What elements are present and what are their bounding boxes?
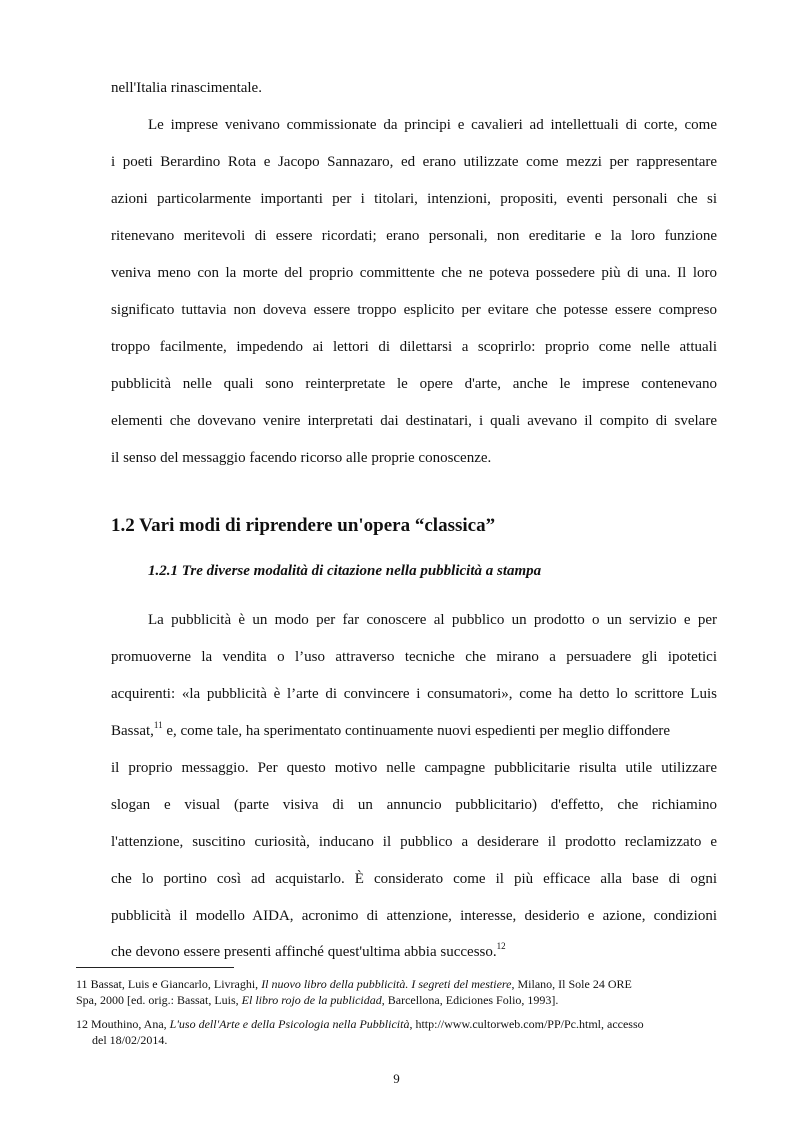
body-text-line: azioni particolarmente importanti per i titolari, intenzioni, propositi, eventi personali che si <box>111 191 717 207</box>
footnote-number: 11 <box>76 977 88 991</box>
footnote-text: , Barcellona, Ediciones Folio, 1993]. <box>381 993 559 1007</box>
footnote-author: Mouthino, Ana, <box>91 1017 167 1031</box>
footnote-authors: Bassat, Luis e Giancarlo, Livraghi, <box>90 977 259 991</box>
footnote-title: L'uso dell'Arte e della Psicologia nella Pubblicità <box>169 1017 410 1031</box>
subsection-heading: 1.2.1 Tre diverse modalità di citazione nella pubblicità a stampa <box>148 563 542 579</box>
body-text-line: il senso del messaggio facendo ricorso alle proprie conoscenze. <box>111 450 492 466</box>
footnote-separator <box>76 967 234 968</box>
body-text-line: Le imprese venivano commissionate da principi e cavalieri ad intellettuali di corte, come <box>148 117 717 133</box>
body-text-line: nell'Italia rinascimentale. <box>111 80 262 96</box>
body-text-line: i poeti Berardino Rota e Jacopo Sannazaro, ed erano utilizzate come mezzi per rappresentare <box>111 154 717 170</box>
body-text-fragment: che devono essere presenti affinché quest'ultima abbia successo. <box>111 944 497 960</box>
body-text-line: pubblicità nelle quali sono reinterpretate le opere d'arte, anche le imprese contenevano <box>111 376 717 392</box>
body-text-line: elementi che dovevano venire interpretati dai destinatari, i quali avevano il compito di svelare <box>111 413 717 429</box>
footnote-12 <box>76 1016 644 1032</box>
footnote-ref-12[interactable]: 12 <box>496 941 506 951</box>
footnote-text: Spa, 2000 [ed. orig.: Bassat, Luis, <box>76 993 239 1007</box>
body-text-line: troppo facilmente, impedendo ai lettori di dilettarsi a scoprirlo: proprio come nelle attuali <box>111 339 717 355</box>
footnote-text: , Milano, Il Sole 24 ORE <box>511 977 632 991</box>
page-number: 9 <box>393 1071 400 1086</box>
footnote-title: Il nuovo libro della pubblicità. I segreti del mestiere <box>261 977 512 991</box>
body-text-line <box>111 721 717 741</box>
footnote-11 <box>76 976 632 992</box>
body-text-line: slogan e visual (parte visiva di un annuncio pubblicitario) d'effetto, che richiamino <box>111 797 717 813</box>
body-text-line <box>111 942 717 962</box>
footnote-11-continuation <box>76 992 558 1008</box>
body-text-line: veniva meno con la morte del proprio committente che ne poteva possedere più di una. Il loro <box>111 265 717 281</box>
footnote-ref-11[interactable]: 11 <box>153 720 163 730</box>
body-text-line: promuoverne la vendita o l’uso attraverso tecniche che mirano a persuadere gli ipotetici <box>111 649 717 665</box>
body-text-line: che lo portino così ad acquistarlo. È considerato come il più efficace alla base di ogni <box>111 871 717 887</box>
footnote-12-continuation: del 18/02/2014. <box>92 1033 168 1047</box>
body-text-fragment: Bassat, <box>111 723 154 739</box>
body-text-line: ritenevano meritevoli di essere ricordati; erano personali, non ereditarie e la loro funzione <box>111 228 717 244</box>
body-text-line: significato tuttavia non doveva essere troppo esplicito per evitare che potesse essere compreso <box>111 302 717 318</box>
body-text-line: pubblicità il modello AIDA, acronimo di attenzione, interesse, desiderio e azione, condizioni <box>111 908 717 924</box>
footnote-number: 12 <box>76 1017 88 1031</box>
section-heading: 1.2 Vari modi di riprendere un'opera “classica” <box>111 515 496 536</box>
body-text-line: il proprio messaggio. Per questo motivo nelle campagne pubblicitarie risulta utile utilizzare <box>111 760 717 776</box>
footnote-title: El libro rojo de la publicidad <box>241 993 382 1007</box>
body-text-fragment: e, come tale, ha sperimentato continuamente nuovi espedienti per meglio diffondere <box>166 723 671 739</box>
body-text-line: acquirenti: «la pubblicità è l’arte di convincere i consumatori», come ha detto lo scrittore Luis <box>111 686 717 702</box>
body-text-line: l'attenzione, suscitino curiosità, inducano il pubblico a desiderare il prodotto reclamizzato e <box>111 834 717 850</box>
footnote-text: , http://www.cultorweb.com/PP/Pc.html, accesso <box>409 1017 644 1031</box>
body-text-line: La pubblicità è un modo per far conoscere al pubblico un prodotto o un servizio e per <box>148 612 717 628</box>
